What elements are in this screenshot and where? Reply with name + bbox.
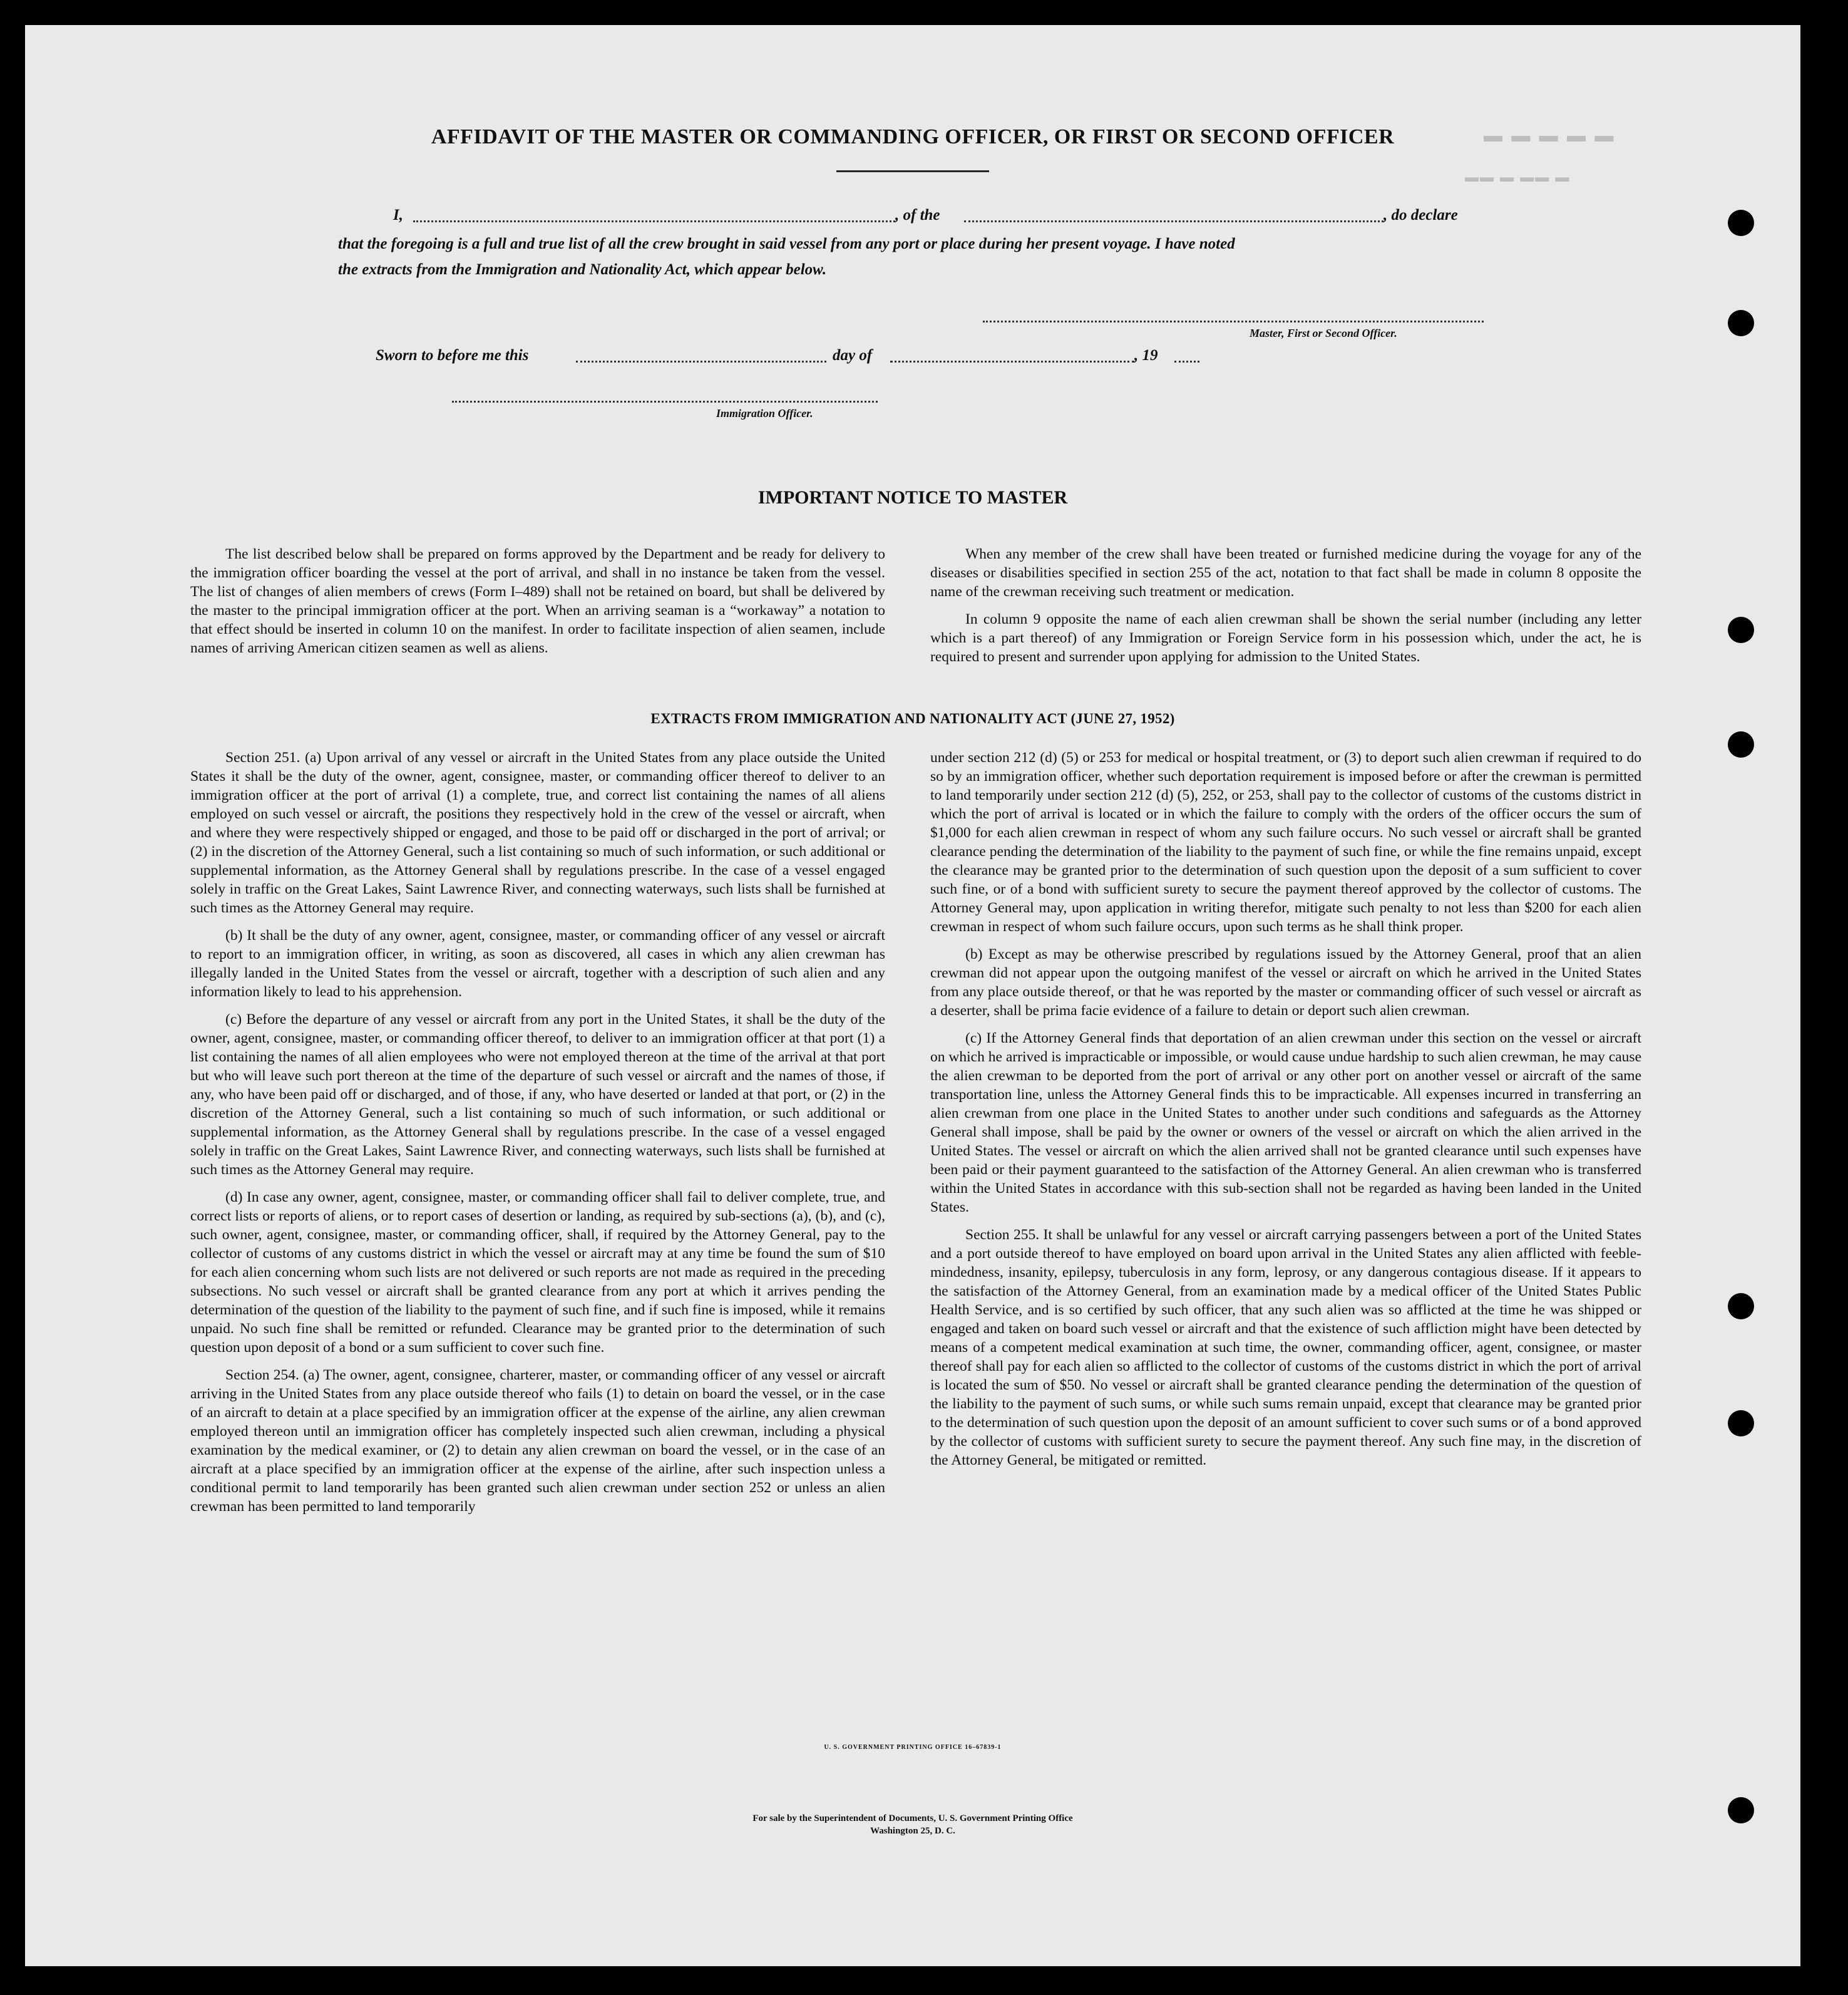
extract-paragraph: (b) It shall be the duty of any owner, agent, consignee, master, or commanding officer of any vessel or aircraft to report to an immigration officer, in writing, as soon as discovered, all cases in which any alien crewman has illegally landed in the United States from the vessel or aircraft, together with a description of such alien and any information likely to lead to his apprehension. xyxy=(190,927,885,1000)
title-rule xyxy=(836,170,989,172)
vessel-name-field[interactable] xyxy=(964,220,1383,222)
extract-paragraph: (b) Except as may be otherwise prescribed by regulations issued by the Attorney General, proof that an alien crewman did not appear upon the outgoing manifest of the vessel or aircraft on which he arrived in the United States from any place outside thereof, or that he was reported by the master or commanding officer of such vessel or aircraft as a deserter, shall be prima facie evidence of a failure to detain or deport such alien crewman. xyxy=(930,946,1641,1019)
document-page xyxy=(25,25,1800,1966)
punch-hole xyxy=(1728,617,1754,643)
sale-notice xyxy=(25,1812,1800,1837)
immigration-officer-signature-field[interactable] xyxy=(452,401,878,403)
notice-paragraph: In column 9 opposite the name of each alien crewman shall be shown the serial number (including any letter which is a part thereof) of any Immigration or Foreign Service form in his possession which, under the act, he is required to present and surrender upon applying for admission to the United States. xyxy=(930,611,1641,665)
declaration-line-2: the extracts from the Immigration and Nationality Act, which appear below. xyxy=(338,261,827,278)
declaration-line-1: that the foregoing is a full and true list of all the crew brought in said vessel from any port or place during her present voyage. I have noted xyxy=(338,235,1235,252)
sale-line-2: Washington 25, D. C. xyxy=(870,1826,955,1836)
extract-paragraph: (d) In case any owner, agent, consignee, master, or commanding officer shall fail to deliver complete, true, and correct lists or reports of aliens, or to report cases of desertion or landing, as required by sub-sections (a), (b), and (c), such owner, agent, consignee, master, or commanding officer, shall, if required by the Attorney General, pay to the collector of customs of any customs district in which the vessel or aircraft may at any time be found the sum of $10 for each alien concerning whom such lists are not delivered or such reports are not made as required in the preceding subsections. No such vessel or aircraft shall be granted clearance from any port at which it arrives pending the determination of the question of the liability to the payment of such fine, and if such fine is imposed, while it remains unpaid. No such fine shall be remitted or refunded. Clearance may be granted prior to the determination of such question upon deposit of a bond or a sum sufficient to cover such fine. xyxy=(190,1189,885,1356)
punch-hole xyxy=(1728,310,1754,336)
notice-paragraph: When any member of the crew shall have been treated or furnished medicine during the voyage for any of the diseases or disabilities specified in section 255 of the act, notation to that fact shall be made in column 8 opposite the name of the crewman receiving such treatment or medication. xyxy=(930,546,1641,600)
vessel-label: , of the xyxy=(895,207,940,224)
declarant-label: I, xyxy=(393,207,403,224)
extract-paragraph: (c) If the Attorney General finds that deportation of an alien crewman under this section on the vessel or aircraft on which he arrived is impracticable or impossible, or would cause undue hardship to such alien crewman, he may cause the alien crewman to be deported from the port of arrival or any other port on another vessel or aircraft of the same transportation line, unless the Attorney General finds this to be impracticable. All expenses incurred in transferring an alien crewman from one place in the United States to another under such conditions and safeguards as the Attorney General shall impose, shall be paid by the owner or owners of the vessel or aircraft on which the alien arrived in the United States. The vessel or aircraft on which the alien arrived shall not be granted clearance until such expenses have been paid or their payment guaranteed to the satisfaction of the Attorney General. An alien crewman who is transferred within the United States in accordance with this sub-section shall not be regarded as having been landed in the United States. xyxy=(930,1030,1641,1215)
bleed-through-mark: ▬▬ ▬ ▬▬ ▬ xyxy=(1465,169,1571,185)
gpo-imprint: U. S. GOVERNMENT PRINTING OFFICE 16–67839-1 xyxy=(824,1744,1002,1751)
punch-hole xyxy=(1728,731,1754,758)
notice-paragraph: The list described below shall be prepared on forms approved by the Department and be ready for delivery to the immigration officer boarding the vessel at the port of arrival, and shall in no instance be taken from the vessel. The list of changes of alien members of crews (Form I–489) shall not be retained on board, but shall be delivered by the master to the principal immigration officer at the port. When an arriving seaman is a “workaway” a notation to that effect should be inserted in column 10 on the manifest. In order to facilitate inspection of alien seamen, include names of arriving American citizen seamen as well as aliens. xyxy=(190,546,885,656)
sworn-year-field[interactable] xyxy=(1174,361,1199,363)
year-label: , 19 xyxy=(1134,347,1158,364)
affidavit-title: AFFIDAVIT OF THE MASTER OR COMMANDING OFFICER, OR FIRST OR SECOND OFFICER xyxy=(431,125,1395,148)
sworn-month-field[interactable] xyxy=(890,361,1134,363)
notice-title: IMPORTANT NOTICE TO MASTER xyxy=(757,487,1068,508)
immigration-officer-label: Immigration Officer. xyxy=(716,407,813,420)
declarant-name-field[interactable] xyxy=(413,220,895,222)
sale-line-1: For sale by the Superintendent of Documents, U. S. Government Printing Office xyxy=(752,1813,1073,1823)
extracts-left-column xyxy=(190,748,885,1525)
extract-paragraph: Section 255. It shall be unlawful for any vessel or aircraft carrying passengers between a port of the United States and a port outside thereof to have employed on board upon arrival in the United States any alien afflicted with feeble-mindedness, insanity, epilepsy, tuberculosis in any form, leprosy, or any dangerous contagious disease. If it appears to the satisfaction of the Attorney General, from an examination made by a medical officer of the United States Public Health Service, and is so certified by such officer, that any such alien was so afflicted at the time he was shipped or engaged and taken on board such vessel or aircraft and that the existence of such affliction might have been detected by means of a competent medical examination at such time, the owner, commanding officer, agent, consignee, or master thereof shall pay for each alien so afflicted to the collector of customs of the customs district in which the port of arrival is located the sum of $50. No vessel or aircraft shall be granted clearance pending the determination of the question of the liability to the payment of such sums, or while such sums remain unpaid, except that clearance may be granted prior to the determination of such question upon the deposit of an amount sufficient to cover such sums or of a bond approved by the collector of customs with sufficient surety to secure the payment thereof. Any such fine may, in the discretion of the Attorney General, be mitigated or remitted. xyxy=(930,1227,1641,1468)
extracts-right-column xyxy=(930,748,1641,1478)
extracts-title: EXTRACTS FROM IMMIGRATION AND NATIONALITY ACT (JUNE 27, 1952) xyxy=(650,711,1175,726)
master-signature-field[interactable] xyxy=(983,321,1484,322)
punch-hole xyxy=(1728,210,1754,236)
extract-paragraph: Section 254. (a) The owner, agent, consignee, charterer, master, or commanding officer of any vessel or aircraft arriving in the United States from any place outside thereof who fails (1) to detain on board the vessel, or in the case of an aircraft to detain at a place specified by an immigration officer at the expense of the airline, any alien crewman employed thereon until an immigration officer has completely inspected such alien crewman, including a physical examination by the medical examiner, or (2) to detain any alien crewman on board the vessel, or in the case of an aircraft at a place specified by an immigration officer at the expense of the airline, after such inspection unless a conditional permit to land temporarily has been granted such alien crewman under section 252 or unless an alien crewman has been permitted to land temporarily xyxy=(190,1367,885,1515)
do-declare-label: , do declare xyxy=(1383,207,1458,224)
extract-paragraph: Section 251. (a) Upon arrival of any vessel or aircraft in the United States from any place outside the United States it shall be the duty of the owner, agent, consignee, master, or commanding officer thereof to deliver to an immigration officer at the port of arrival (1) a complete, true, and correct list containing the names of all aliens employed on such vessel or aircraft, the positions they respectively hold in the crew of the vessel or aircraft, when and where they were respectively shipped or engaged, and those to be paid off or discharged in the port of arrival; or (2) in the discretion of the Attorney General, such a list containing so much of such information, or such additional or supplemental information, as the Attorney General shall by regulations prescribe. In the case of a vessel engaged solely in traffic on the Great Lakes, Saint Lawrence River, and connecting waterways, such lists shall be furnished at such times as the Attorney General may require. xyxy=(190,750,885,916)
extract-paragraph: under section 212 (d) (5) or 253 for medical or hospital treatment, or (3) to deport such alien crewman if required to do so by an immigration officer, whether such deportation requirement is imposed before or after the crewman is permitted to land temporarily under section 212 (d) (5), 252, or 253, shall pay to the collector of customs of the customs district in which the port of arrival is located or in which the failure to comply with the orders of the officer occurs the sum of $1,000 for each alien crewman in respect of whom any such failure occurs. No such vessel or aircraft shall be granted clearance pending the determination of the liability to the payment of such fine, or while the fine remains unpaid, except the clearance may be granted prior to the determination of such question upon the deposit of a sum sufficient to cover such fine, or of a bond with sufficient surety to secure the payment thereof approved by the collector of customs. The Attorney General may, upon application in writing therefor, mitigate such penalty to not less than $200 for each alien crewman in respect of whom such failure occurs, upon such terms as he shall think proper. xyxy=(930,750,1641,935)
day-of-label: day of xyxy=(833,347,873,364)
notice-right-column xyxy=(930,545,1641,675)
sworn-day-field[interactable] xyxy=(576,361,826,363)
punch-hole xyxy=(1728,1410,1754,1436)
bleed-through-mark: ▬ ▬ ▬ ▬ ▬ xyxy=(1484,125,1616,146)
sworn-label: Sworn to before me this xyxy=(376,347,529,364)
master-signature-label: Master, First or Second Officer. xyxy=(1250,327,1397,339)
punch-hole xyxy=(1728,1293,1754,1319)
notice-left-column xyxy=(190,545,885,666)
extract-paragraph: (c) Before the departure of any vessel or aircraft from any port in the United States, it shall be the duty of the owner, agent, consignee, master, or commanding officer thereof, to deliver to an immigration officer at that port (1) a list containing the names of all alien employees who were not employed thereon at the time of the arrival at that port but who will leave such port thereon at the time of the departure of such vessel or aircraft and the names of those, if any, who have been paid off or discharged, and of those, if any, who have deserted or landed at that port, or (2) in the discretion of the Attorney General, such a list containing so much of such information, or such additional or supplemental information, as the Attorney General shall by regulations prescribe. In the case of a vessel engaged solely in traffic on the Great Lakes, Saint Lawrence River, and connecting waterways, such lists shall be furnished at such times as the Attorney General may require. xyxy=(190,1011,885,1178)
